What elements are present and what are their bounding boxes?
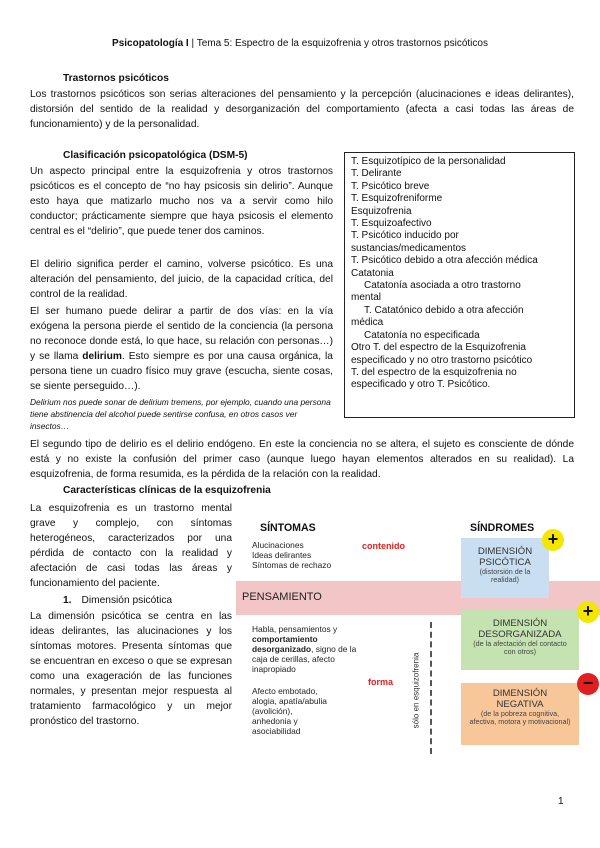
plus-sign-icon: + [542,529,564,551]
box-line: T. Psicótico debido a otra afección médica [351,255,538,267]
dimension-description: (distorsión de la realidad) [479,567,531,585]
box-line: Catatonía no especificada [364,329,480,341]
section-title-clasificacion: Clasificación psicopatológica (DSM-5) [63,150,248,161]
symptoms-desorganizados [252,624,372,674]
solo-esquizofrenia-label: sólo en esquizofrenia [411,652,421,729]
dimension-negativa-box [461,683,579,745]
box-line: médica [351,317,384,329]
box-line: T. del espectro de la esquizofrenia no [351,366,517,378]
box-line: Otro T. del espectro de la Esquizofrenia [351,342,526,354]
box-line: T. Delirante [351,168,402,180]
minus-sign-icon: − [577,673,599,695]
delirium-term: delirium [82,351,122,362]
box-line: Catatonia [351,267,394,279]
symptom-line: alogia, apatía/abulia [252,696,327,706]
box-line: T. Psicótico breve [351,180,430,192]
list-item-dimension-psicotica [63,593,172,608]
symptom-line: anhedonia y [252,716,298,726]
topic-title: Tema 5: Espectro de la esquizofrenia y otros trastornos psicóticos [196,38,488,49]
dimension-name: PSICÓTICA [479,557,531,568]
pensamiento-label: PENSAMIENTO [242,591,322,603]
symptom-text-bold: comportamiento desorganizado [252,634,318,654]
dashed-separator [430,622,432,754]
dimension-name: DESORGANIZADA [478,629,562,640]
dimension-title: DIMENSIÓN [492,618,548,629]
dimension-description: (de la pobreza cognitiva, afectiva, motora y motivacional) [469,709,571,727]
dimension-title: DIMENSIÓN [492,688,548,699]
box-line: especificado y no otro trastorno psicótico [351,354,533,366]
vias-text-b: . Esto siempre es por una causa orgánica, la persona tiene un cuadro físico muy grave (escucha, siente cosas, se siente perseguido…). [30,351,333,392]
sintomas-heading: SÍNTOMAS [260,522,316,534]
paragraph-dimension-psicotica: La dimensión psicótica se centra en las ideas delirantes, las alucinaciones y los síntomas motores. Presenta síntomas que se encuentran en exceso o que se expresan como una exageración de las funciones normales, y presentan mejor respuesta al tratamiento farmacológico y un mejor pronóstico del trastorno. [30,611,232,727]
symptom-text: Habla, pensamientos y [252,624,338,634]
symptoms-negativos [252,686,327,736]
box-line: T. Psicótico inducido por [351,230,459,242]
box-line: T. Esquizoafectivo [351,218,432,230]
symptom-line: (avolición), [252,706,293,716]
paragraph-delirio-definicion: El delirio significa perder el camino, volverse psicótico. Es una alteración del pensamiento, del juicio, de la capacidad crítica, del control de la realidad. [30,259,333,300]
box-line: T. Catatónico debido a otra afección [364,304,524,316]
paragraph-delirio-endogeno: El segundo tipo de delirio es el delirio endógeno. En este la conciencia no se altera, el sujeto es consciente de dónde está y no existe la confusión del primer caso (aunque luego hayan elementos alterados en su realidad). La esquizofrenia, de forma resumida, es la pérdida de la relación con la realidad. [30,439,574,480]
paragraph-vias-delirio [30,304,333,394]
section-title-trastornos: Trastornos psicóticos [63,73,169,84]
list-label: Dimensión psicótica [81,595,173,606]
symptom-line: Afecto embotado, [252,686,318,696]
symptom-line: asociabilidad [252,726,301,736]
box-line: Catatonía asociada a otro trastorno [364,280,521,292]
intro-paragraph: Los trastornos psicóticos son serias alteraciones del pensamiento y la percepción (alucinaciones e ideas delirantes), distorsión del sentido de la realidad y desorganización del comportamiento (afecta a casi todas las áreas de funcionamiento) y de la personalidad. [30,89,574,130]
dimension-title: DIMENSIÓN [477,546,533,557]
list-number: 1. [63,595,72,606]
course-title: Psicopatología I [112,38,189,49]
section-title-caracteristicas: Características clínicas de la esquizofrenia [63,485,271,496]
box-line: mental [351,292,382,304]
header-separator: | [188,38,197,49]
page-header [0,38,600,49]
paragraph-esquizofrenia: La esquizofrenia es un trastorno mental grave y complejo, con síntomas heterogéneos, caracterizados por una pérdida de contacto con la realidad y afectación de casi todas las áreas y funcionamiento del paciente. [30,503,232,589]
plus-sign-icon: + [577,601,599,623]
symptoms-syndromes-diagram [236,518,600,753]
box-line: Esquizofrenia [351,205,412,217]
symptom-line: Síntomas de rechazo [252,560,332,570]
dimension-psicotica-box [461,538,549,598]
vias-text-a: El ser humano puede delirar a partir de dos vías: en la vía exógena la persona pierde el sentido de la conciencia (la persona no reconoce donde está, lo que hace, su relación con personas…) y se llama [30,306,333,362]
symptom-line: Alucinaciones [252,540,304,550]
symptoms-psicoticos [252,540,331,570]
page-number: 1 [558,796,564,807]
symptom-line: Ideas delirantes [252,550,312,560]
box-line: T. Esquizotípico de la personalidad [351,156,506,167]
sindromes-heading: SÍNDROMES [470,522,535,534]
contenido-label: contenido [362,541,405,551]
paragraph-hilo-conductor: Un aspecto principal entre la esquizofrenia y otros trastornos psicóticos es el concepto de “no hay psicosis sin delirio”. Aunque esto haya que matizarlo mucho nos va a servir como hilo conductor; prácticamente siempre que haya psicosis el elemento central es el “delirio”, que puede tener dos caminos. [30,166,333,237]
dimension-description: (de la afectación del contacto con otros) [473,639,567,657]
delirium-note: Delirium nos puede sonar de delirium tremens, por ejemplo, cuando una persona tiene abstinencia del alcohol puede sentirse confusa, en otros casos ver insectos… [30,397,331,431]
box-line: sustancias/medicamentos [351,242,467,254]
dimension-desorganizada-box [461,610,579,670]
box-line: T. Esquizofreniforme [351,193,443,205]
forma-label: forma [368,677,394,687]
dsm5-classification-box [344,152,575,418]
box-line: especificado y otro T. Psicótico. [351,379,491,391]
symptom-text: , signo de la caja de cerillas, afecto inapropiado [252,644,357,674]
dimension-name: NEGATIVA [496,699,544,710]
